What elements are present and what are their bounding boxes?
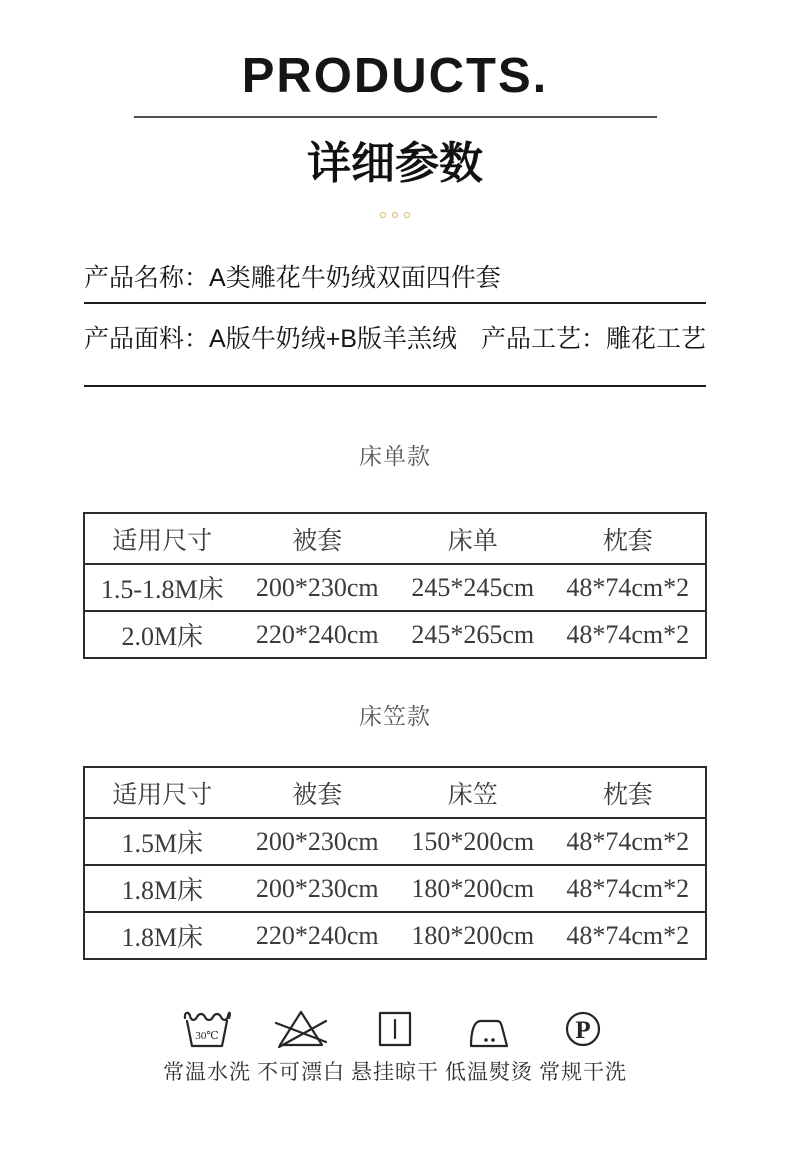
table-row <box>84 611 706 658</box>
product-name-label: 产品名称： <box>84 264 210 292</box>
product-fabric-row <box>84 319 706 355</box>
column-header: 被套 <box>292 527 343 555</box>
iron-low-temp-icon <box>468 1004 510 1048</box>
page-title: 详细参数 <box>307 139 483 188</box>
column-header: 被套 <box>292 781 343 809</box>
table-row <box>84 818 706 865</box>
table-cell: 1.5-1.8M床 <box>84 564 240 611</box>
table-cell: 48*74cm*2 <box>551 564 707 611</box>
table-row <box>84 912 706 959</box>
column-header: 床笠 <box>447 781 498 809</box>
dot-icon <box>392 212 398 218</box>
care-item-hang-dry <box>351 1004 439 1086</box>
table-cell: 220*240cm <box>240 611 396 658</box>
column-header: 适用尺寸 <box>112 781 213 809</box>
column-header: 枕套 <box>602 527 653 555</box>
wash-tub-30-icon <box>182 1004 232 1048</box>
table-cell: 200*230cm <box>240 564 396 611</box>
column-header: 床单 <box>447 527 498 555</box>
product-fabric-value: A版牛奶绒+B版羊羔绒 <box>209 325 457 353</box>
care-label: 常温水洗 <box>163 1060 251 1084</box>
table-cell: 245*265cm <box>395 611 551 658</box>
table-cell: 200*230cm <box>240 865 396 912</box>
table-cell: 48*74cm*2 <box>551 912 707 959</box>
table-cell: 245*245cm <box>395 564 551 611</box>
table-cell: 48*74cm*2 <box>551 611 707 658</box>
table-cell: 220*240cm <box>240 912 396 959</box>
table-cell: 1.8M床 <box>84 912 240 959</box>
sheet-table-title: 床单款 <box>359 444 431 469</box>
dry-clean-p-icon <box>564 1004 602 1048</box>
table-header-row <box>84 513 706 564</box>
hang-dry-square-icon <box>377 1004 413 1048</box>
dry-clean-letter: P <box>575 1017 591 1044</box>
column-header: 适用尺寸 <box>112 527 213 555</box>
column-header: 枕套 <box>602 781 653 809</box>
table-header-row <box>84 767 706 818</box>
care-label: 不可漂白 <box>257 1060 345 1084</box>
fitted-table-title: 床笠款 <box>359 704 431 729</box>
table-cell: 200*230cm <box>240 818 396 865</box>
product-craft-value: 雕花工艺 <box>605 325 706 353</box>
fitted-size-table <box>83 766 707 960</box>
spec-divider <box>84 302 706 304</box>
product-name-value: A类雕花牛奶绒双面四件套 <box>209 264 501 292</box>
care-label: 悬挂晾干 <box>351 1060 439 1084</box>
table-cell: 1.8M床 <box>84 865 240 912</box>
table-cell: 150*200cm <box>395 818 551 865</box>
gold-dots-ornament <box>0 212 790 218</box>
table-cell: 2.0M床 <box>84 611 240 658</box>
table-cell: 48*74cm*2 <box>551 818 707 865</box>
wash-temp-text: 30℃ <box>195 1030 219 1042</box>
table-row <box>84 865 706 912</box>
product-fabric <box>84 319 457 355</box>
care-item-iron <box>445 1004 533 1086</box>
product-craft-label: 产品工艺： <box>480 325 606 353</box>
care-instructions-row <box>0 1004 790 1086</box>
sheet-size-table <box>83 512 707 659</box>
no-bleach-triangle-icon <box>273 1004 329 1048</box>
product-craft <box>481 319 706 355</box>
dot-icon <box>404 212 410 218</box>
care-item-no-bleach <box>257 1004 345 1086</box>
care-label: 低温熨烫 <box>445 1060 533 1084</box>
table-cell: 1.5M床 <box>84 818 240 865</box>
care-item-wash <box>163 1004 251 1086</box>
brand-title: PRODUCTS. <box>241 49 549 103</box>
care-item-dry-clean <box>539 1004 627 1086</box>
product-fabric-label: 产品面料： <box>84 325 210 353</box>
table-cell: 48*74cm*2 <box>551 865 707 912</box>
spec-divider <box>84 385 706 387</box>
table-row <box>84 564 706 611</box>
dot-icon <box>380 212 386 218</box>
care-label: 常规干洗 <box>539 1060 627 1084</box>
header-divider <box>134 116 657 118</box>
table-cell: 180*200cm <box>395 912 551 959</box>
product-name-row <box>84 258 706 294</box>
table-cell: 180*200cm <box>395 865 551 912</box>
